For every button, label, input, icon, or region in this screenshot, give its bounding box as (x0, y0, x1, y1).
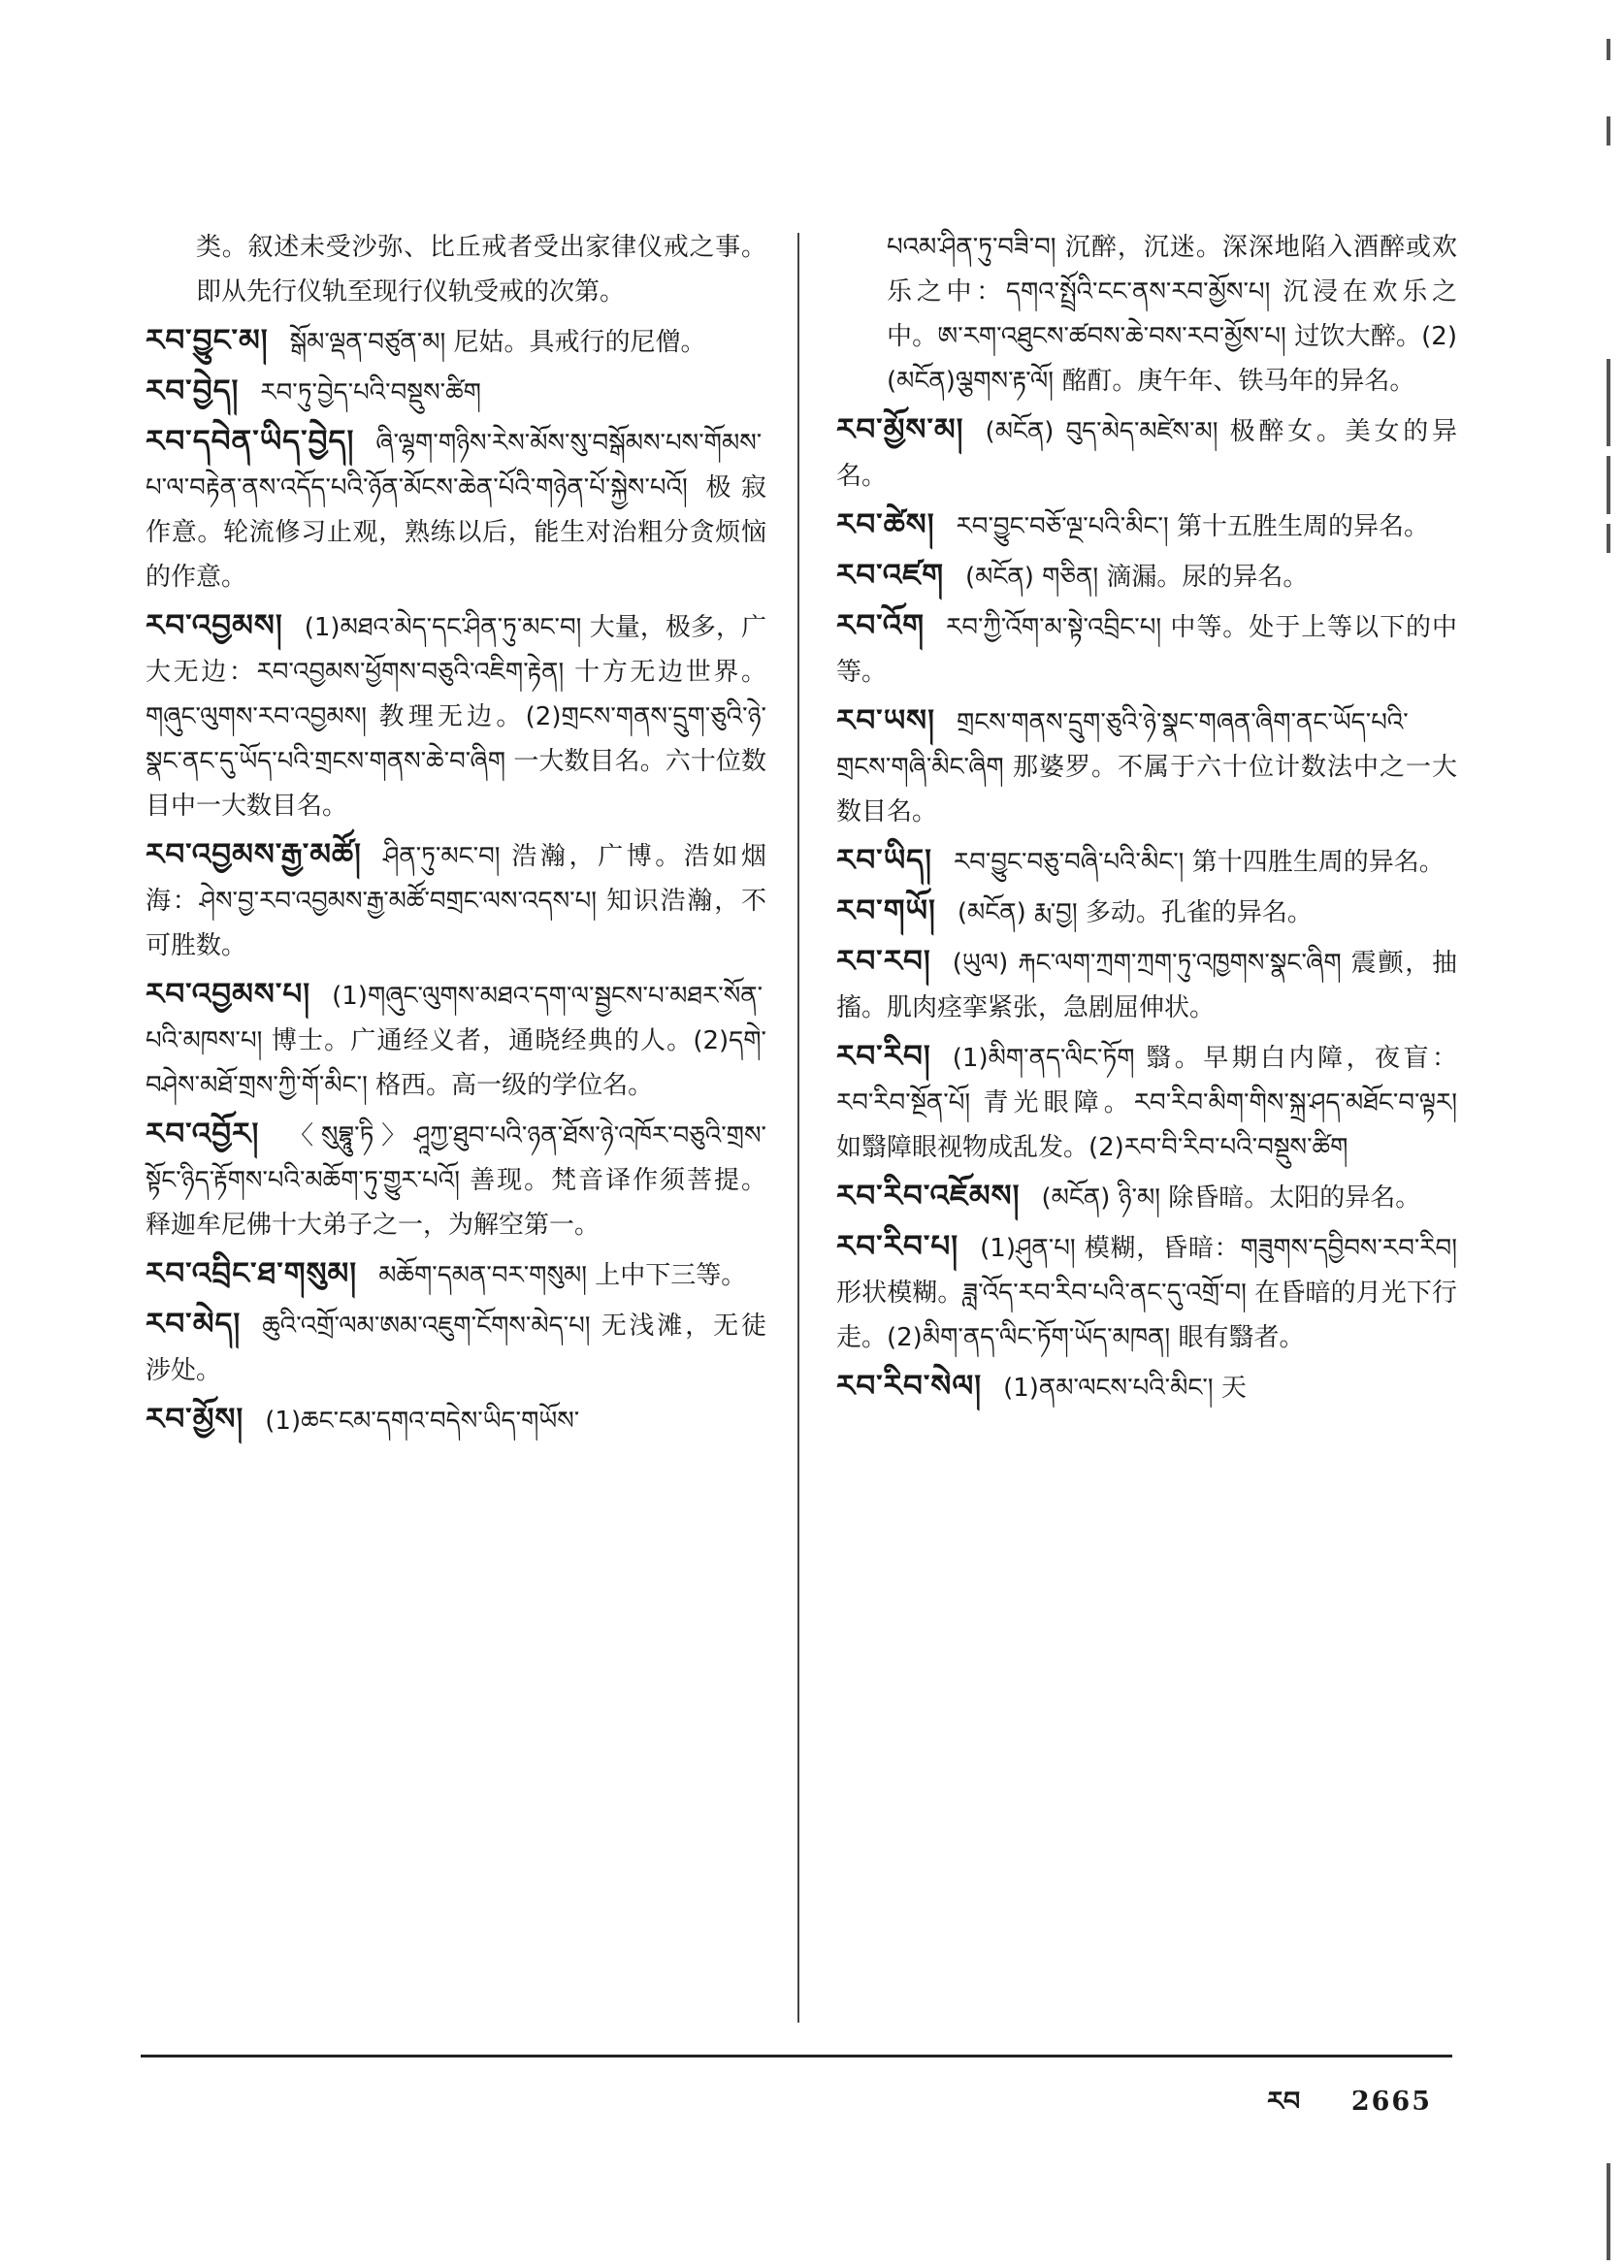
entry-definition: གྲངས་གནས་དྲུག་ཅུའི་ཉེ་སྣང་གཞན་ཞིག་ནང་ཡོད་པའི་གྲངས་གཞི་མིང་ཞིག 那婆罗。不属于六十位计数法中之一大数目名。 (836, 708, 1457, 826)
entry-definition: (མངོན) གཅིན། 滴漏。尿的异名。 (965, 563, 1309, 592)
entry-headword: རབ་འོག (836, 608, 926, 643)
dictionary-entry (836, 553, 1457, 599)
dictionary-entry (836, 225, 1457, 404)
footer-rule (141, 2055, 1452, 2057)
entry-headword: རབ་འཛག (836, 558, 945, 593)
edge-mark (1607, 456, 1610, 514)
dictionary-entry (836, 1364, 1457, 1410)
entry-headword: རབ་ཡིད། (836, 843, 932, 878)
entry-definition: ཤིན་ཏུ་མང་བ། 浩瀚，广博。浩如烟海：ཤེས་བྱ་རབ་འབྱམས་རྒྱ་མཚོ་བགྲང་ལས་འདས་པ། 知识浩瀚，不可胜数。 (146, 842, 766, 960)
entry-definition: (མངོན) ཉི་མ། 除昏暗。太阳的异名。 (1041, 1183, 1421, 1213)
entry-definition: རབ་བྱུང་བཅོ་ལྔ་པའི་མིང་། 第十五胜生周的异名。 (956, 512, 1429, 541)
page-number: 2665 (1350, 2087, 1432, 2117)
dictionary-entry (836, 1174, 1457, 1220)
entry-definition: (1)ཆང་ངམ་དགའ་བདེས་ཡིད་གཡོས་ (265, 1407, 580, 1436)
entry-headword: རབ་རབ། (836, 944, 931, 979)
page-footer (1267, 2072, 1432, 2146)
column-divider (797, 233, 799, 2023)
entry-headword: རབ་མེད། (146, 1307, 242, 1342)
entry-definition: (1)ནམ་ལངས་པའི་མིང་། 天 (1003, 1374, 1247, 1403)
dictionary-entry (836, 603, 1457, 695)
entry-headword: རབ་འབྲིང་ཐ་གསུམ། (146, 1256, 358, 1291)
entry-headword: རབ་འབྱམས། (146, 608, 283, 643)
dictionary-entry (146, 832, 766, 968)
entry-definition: (མངོན) བུད་མེད་མཛེས་མ། 极醉女。美女的异名。 (836, 417, 1457, 491)
dictionary-entry (836, 889, 1457, 935)
entry-definition: (1)མིག་ནད་ལིང་ཏོག 翳。早期白内障，夜盲：རབ་རིབ་སྔོན་པོ། 青光眼障。རབ་རིབ་མིག་གིས་སྐྲ་ཤད་མཐོང་བ་ལྟར། 如翳障眼视物成乱发。(2)རབ་བི་རིབ་པའི་བསྡུས་ཚིག (836, 1044, 1457, 1162)
edge-mark (1607, 39, 1610, 60)
edge-mark (1607, 2163, 1610, 2260)
edge-mark (1607, 524, 1610, 553)
dictionary-entry (146, 972, 766, 1108)
dictionary-entry (146, 1251, 766, 1298)
dictionary-entry (146, 225, 766, 314)
entry-headword: རབ་འབྱོར། (146, 1117, 260, 1151)
dictionary-entry (836, 407, 1457, 499)
entry-definition: རབ་ཏུ་བྱེད་པའི་བསྡུས་ཚིག (260, 378, 481, 407)
entry-headword: རབ་བྱེད། (146, 373, 240, 408)
entry-definition: (ཡུལ) རྐང་ལག་ཀྲག་ཀྲག་ཏུ་འཁྱགས་སྣང་ཞིག 震颤，抽搐。肌肉痉挛紧张，急剧屈伸状。 (836, 949, 1457, 1022)
dictionary-entry (836, 838, 1457, 885)
entry-headword: རབ་བྱུང་མ། (146, 323, 269, 358)
dictionary-entry (146, 1302, 766, 1393)
dictionary-entry (146, 318, 766, 365)
entry-definition: (མངོན) རྨ་བྱ། 多动。孔雀的异名。 (957, 898, 1313, 927)
entry-definition: (1)གཞུང་ལུགས་མཐའ་དག་ལ་སྦྱངས་པ་མཐར་སོན་པའི་མཁས་པ། 博士。广通经义者，通晓经典的人。(2)དགེ་བཤེས་མཐོ་གྲས་ཀྱི་གོ་མིང་། 格西。高一级的学位名。 (146, 982, 766, 1100)
entry-definition: སྒོམ་ལྡན་བཙུན་མ། 尼姑。具戒行的尼僧。 (289, 328, 706, 357)
entry-headword: རབ་ཚེས། (836, 507, 935, 542)
left-column (146, 225, 766, 1447)
entry-headword: རབ་རིབ། (836, 1039, 931, 1074)
entry-headword: རབ་རིབ་སེལ། (836, 1369, 983, 1404)
entry-headword: རབ་ཡས། (836, 703, 935, 738)
dictionary-entry (836, 939, 1457, 1030)
entry-definition: (1)མཐའ་མེད་དང་ཤིན་ཏུ་མང་བ། 大量，极多，广大无边：རབ་འབྱམས་ཕྱོགས་བཅུའི་འཇིག་རྟེན། 十方无边世界。གཞུང་ལུགས་རབ་འབྱམས། 教理无边。(2)གྲངས་གནས་དྲུག་ཅུའི་ཉེ་སྣང་ནང་དུ་ཡོད་པའི་གྲངས་གནས་ཆེ་བ་ཞིག 一大数目名。六十位数目中一大数目名。 (146, 613, 766, 821)
dictionary-entry (836, 698, 1457, 834)
entry-headword: རབ་འབྱམས་རྒྱ་མཚོ། (146, 837, 362, 872)
edge-mark (1607, 116, 1610, 146)
entry-definition: ཞི་ལྷག་གཉིས་རེས་མོས་སུ་བསྒོམས་པས་གོམས་པ་ལ་བརྟེན་ནས་འདོད་པའི་ཉོན་མོངས་ཆེན་པོའི་གཉེན་པོ་སྐྱེས་པའོ། 极寂作意。轮流修习止观，熟练以后，能生对治粗分贪烦恼的作意。 (146, 429, 766, 592)
entry-headword: རབ་མྱོས། (146, 1402, 244, 1437)
dictionary-entry (146, 603, 766, 828)
edge-mark (1607, 359, 1610, 446)
entry-definition: ཆུའི་འགྲོ་ལམ་ཨམ་འཇུག་ངོགས་མེད་པ། 无浅滩，无徒涉处。 (146, 1312, 766, 1385)
dictionary-entry (146, 1397, 766, 1443)
entry-headword: རབ་རིབ་པ། (836, 1229, 959, 1264)
entry-definition: པའམ་ཤིན་ཏུ་བཟི་བ། 沉醉，沉迷。深深地陷入酒醉或欢乐之中：དགའ་སྤྲོའི་ངང་ནས་རབ་མྱོས་པ། 沉浸在欢乐之中。ཨ་རག་འཐུངས་ཚབས་ཆེ་བས་རབ་མྱོས་པ། 过饮大醉。(2)(མངོན)ལྕགས་རྟ་ལོ། 酩酊。庚午年、铁马年的异名。 (887, 233, 1457, 396)
dictionary-entry (146, 1112, 766, 1247)
entry-headword: རབ་རིབ་འཇོམས། (836, 1179, 1021, 1214)
entry-headword: རབ་དབེན་ཡིད་བྱེད། (146, 424, 355, 459)
dictionary-entry (836, 502, 1457, 549)
dictionary-entry (146, 419, 766, 599)
entry-headword: རབ་འབྱམས་པ། (146, 977, 311, 1012)
entry-headword: རབ་མྱོས་མ། (836, 412, 964, 447)
dictionary-entry (146, 369, 766, 415)
entry-definition: 类。叙述未受沙弥、比丘戒者受出家律仪戒之事。即从先行仪轨至现行仪轨受戒的次第。 (196, 233, 766, 307)
dictionary-entry (836, 1224, 1457, 1360)
dictionary-entry (836, 1034, 1457, 1170)
entry-definition: (1)ཤུན་པ། 模糊，昏暗：གཟུགས་དབྱིབས་རབ་རིབ། 形状模糊。ཟླ་འོད་རབ་རིབ་པའི་ནང་དུ་འགྲོ་བ། 在昏暗的月光下行走。(2)མིག་ནད་ལིང་ཏོག་ཡོད་མཁན། 眼有翳者。 (836, 1234, 1457, 1352)
entry-definition: 〈སུབྷཱུ་ཏི〉ཤཱཀྱ་ཐུབ་པའི་ཉན་ཐོས་ཉེ་འཁོར་བཅུའི་གྲས་སྟོང་ཉིད་རྟོགས་པའི་མཆོག་ཏུ་གྱུར་པའོ། 善现。梵音译作须菩提。释迦牟尼佛十大弟子之一，为解空第一。 (146, 1121, 766, 1240)
running-head: རབ (1267, 2087, 1301, 2117)
right-column (836, 225, 1457, 1414)
entry-definition: རབ་ཀྱི་འོག་མ་སྟེ་འབྲིང་པ། 中等。处于上等以下的中等。 (836, 613, 1457, 687)
entry-definition: མཆོག་དམན་བར་གསུམ། 上中下三等。 (378, 1261, 747, 1290)
entry-definition: རབ་བྱུང་བཅུ་བཞི་པའི་མིང་། 第十四胜生周的异名。 (954, 848, 1445, 877)
entry-headword: རབ་གཡོ། (836, 893, 936, 928)
